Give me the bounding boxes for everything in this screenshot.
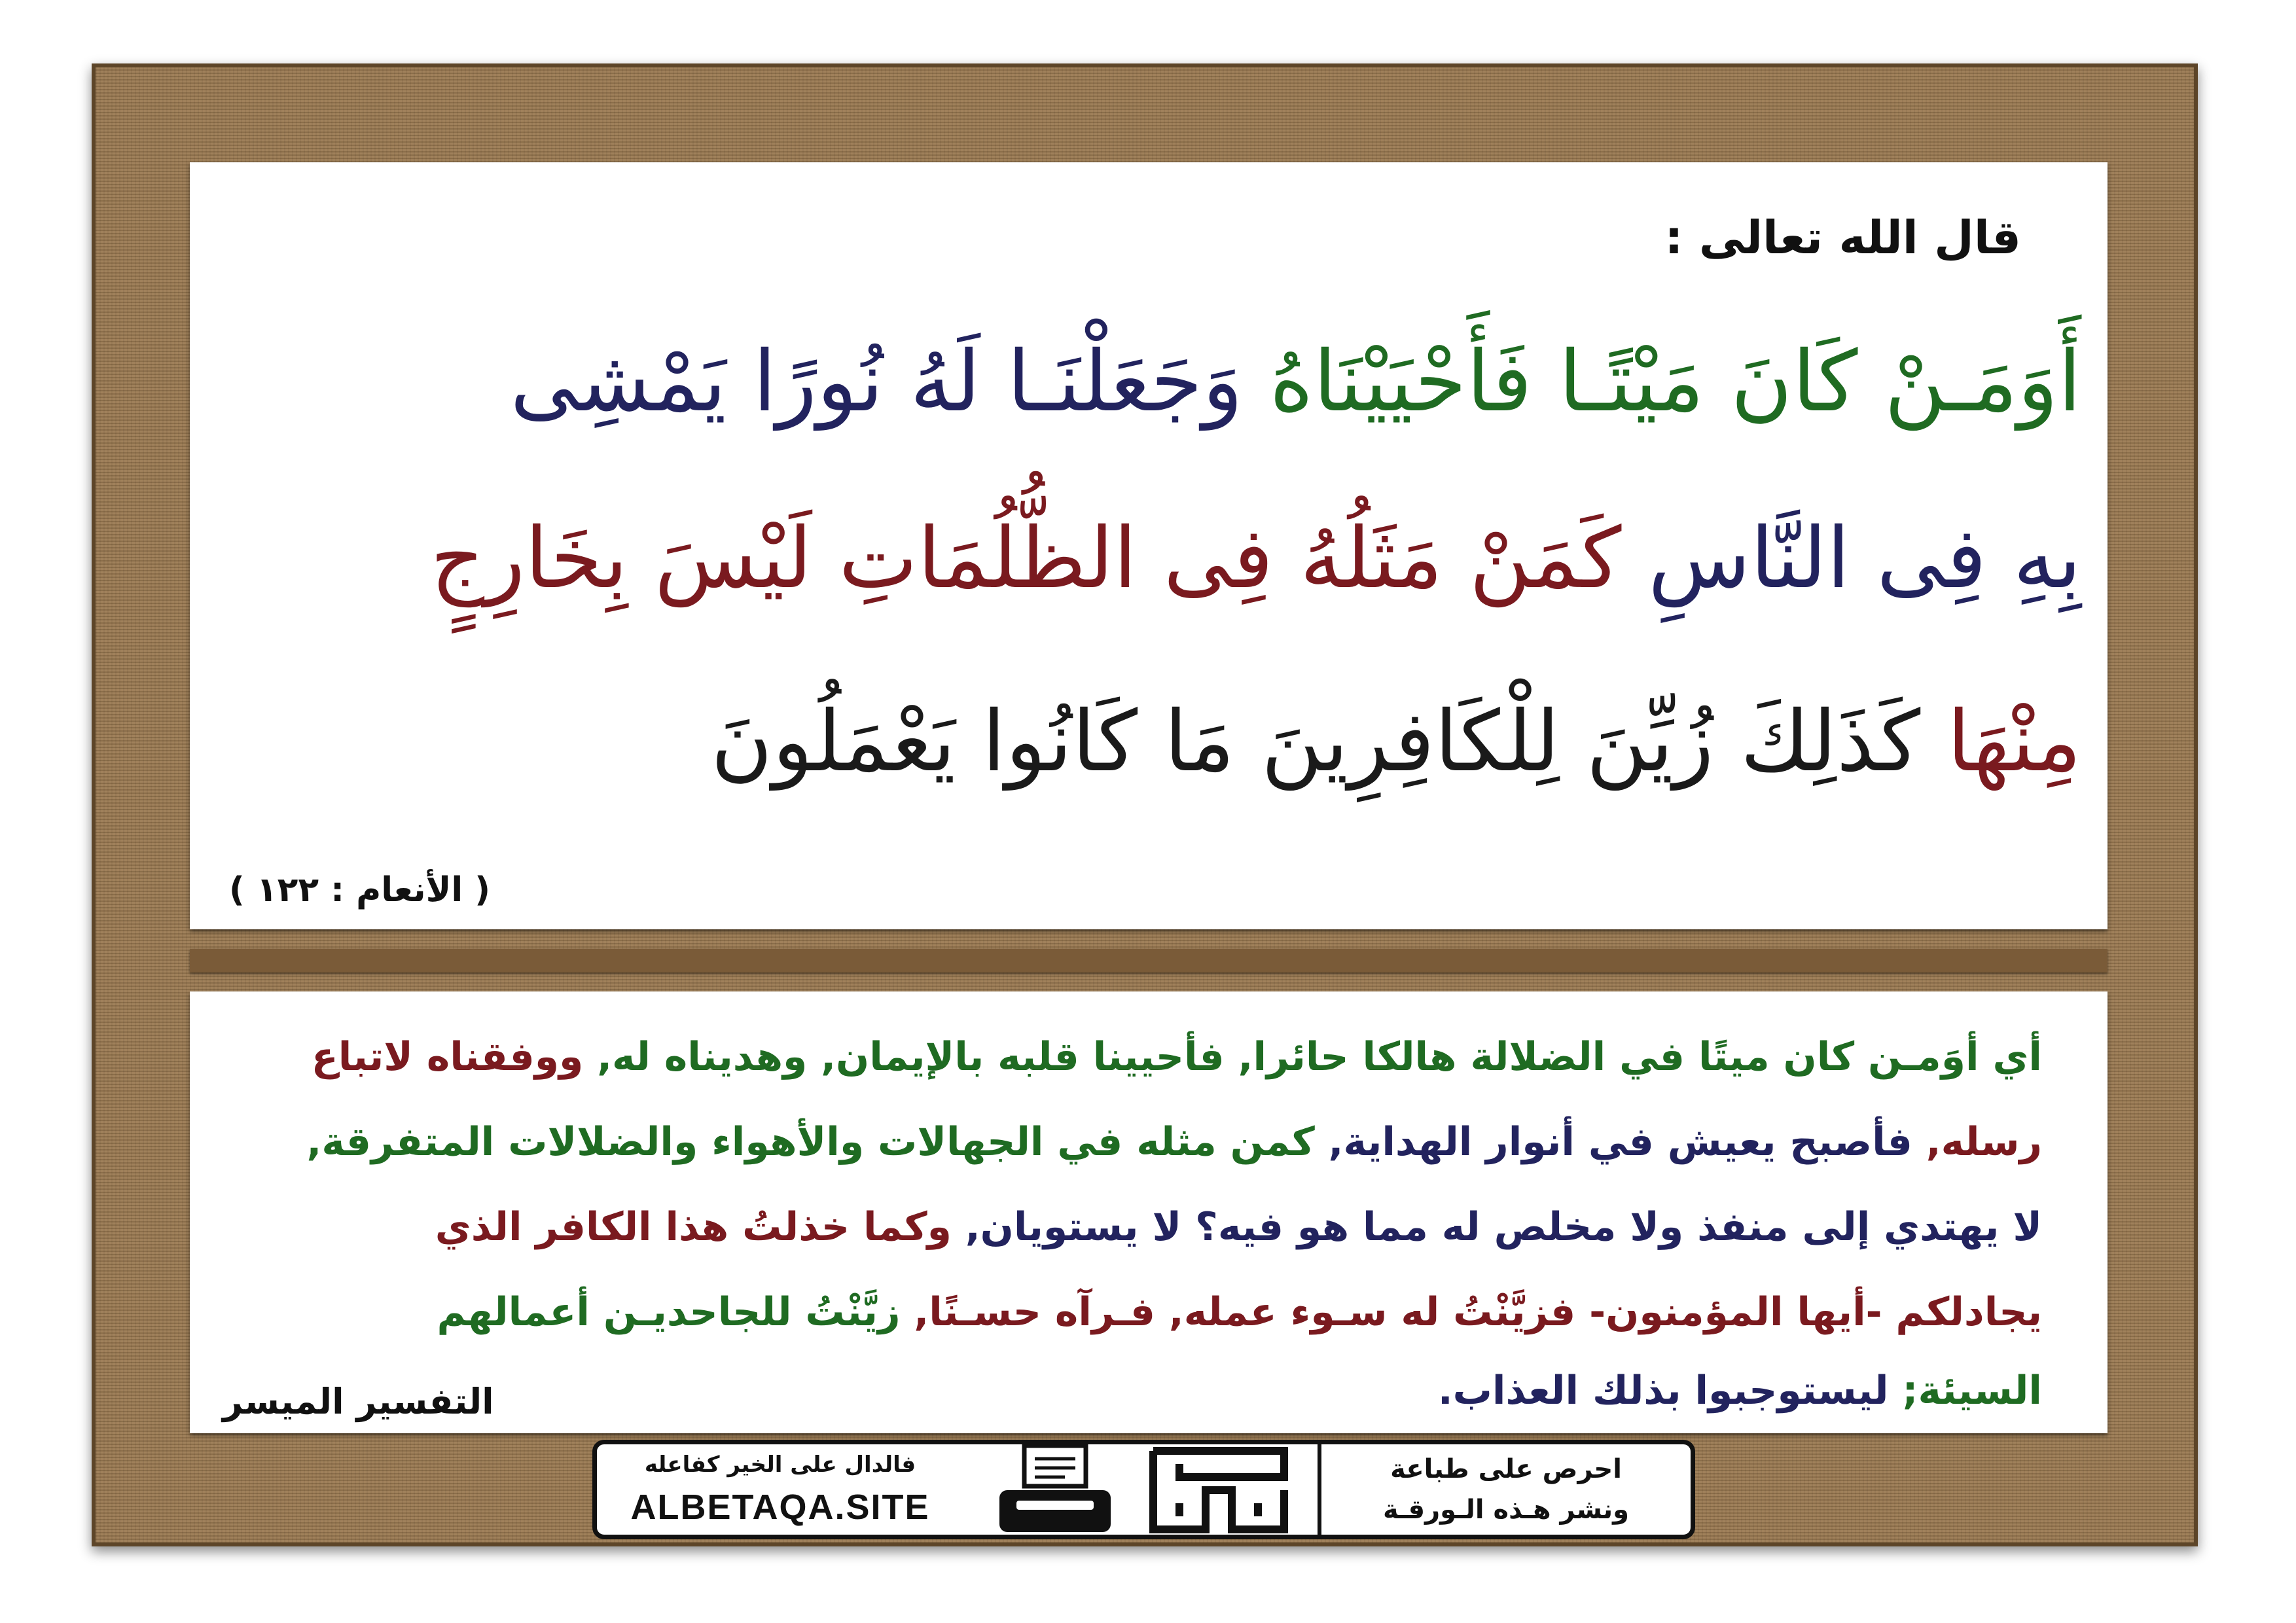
verse-line-3 bbox=[216, 693, 2081, 791]
verse-line-2 bbox=[216, 510, 2081, 607]
tafsir-line-1 bbox=[255, 1034, 2042, 1080]
tafsir-line-5 bbox=[255, 1368, 2042, 1414]
verse-segment: مِنْهَا bbox=[1946, 693, 2081, 791]
tafsir-segment: زيَّنْتُ للجاحديـن أعمالهم bbox=[437, 1289, 901, 1335]
tafsir-line-2 bbox=[255, 1119, 2042, 1165]
verse-heading: قال الله تعالى : bbox=[1664, 211, 2021, 264]
verse-segment: كَمَنْ مَثَلُهُ فِى الظُّلُمَاتِ لَيْسَ بِخَارِجٍ bbox=[430, 510, 1649, 607]
verse-line-1 bbox=[216, 333, 2081, 431]
tafsir-segment: كمن مثله في الجهالات والأهواء والضلالات المتفرقة, bbox=[306, 1119, 1315, 1165]
tafsir-segment: وكما خذلتُ هذا الكافر الذي bbox=[435, 1204, 952, 1250]
verse-segment: كَذَلِكَ زُيِّنَ لِلْكَافِرِينَ مَا كَانُوا يَعْمَلُونَ bbox=[711, 693, 1947, 791]
footer-print-block bbox=[1318, 1444, 1691, 1535]
tafsir-segment: ليستوجبوا بذلك العذاب. bbox=[1437, 1368, 1889, 1414]
tafsir-segment: فأصبح يعيش في أنوار الهداية, bbox=[1314, 1119, 1912, 1165]
tafsir-segment: رسله, bbox=[1912, 1119, 2042, 1165]
tafsir-segment: ووفقناه لاتباع bbox=[311, 1034, 584, 1080]
footer-print-line-1: احرص على طباعة bbox=[1390, 1454, 1622, 1484]
footer-print-line-2: ونشر هـذه الـورقـة bbox=[1382, 1495, 1630, 1525]
footer-banner bbox=[592, 1440, 1695, 1539]
footer-slogan: فالدال على الخير كفاعله bbox=[644, 1452, 916, 1478]
verse-segment: وَجَعَلْنَـا لَهُ نُورًا يَمْشِى bbox=[510, 333, 1270, 431]
tafsir-source: التفسير الميسر bbox=[223, 1381, 494, 1422]
tafsir-segment: أي أوَمـن كان ميتًا في الضلالة هالكا حائرا, bbox=[1224, 1034, 2042, 1080]
footer-site-block bbox=[597, 1444, 963, 1535]
surah-reference: ( الأنعام : ١٢٢ ) bbox=[229, 870, 491, 910]
printer-icon bbox=[993, 1439, 1117, 1537]
tafsir-segment: السيئة; bbox=[1888, 1368, 2042, 1414]
tafsir-segment: يجادلكم -أيها المؤمنون- فزيَّنْتُ له سـوء عمله, فـرآه حسـنًا, bbox=[900, 1289, 2042, 1335]
verse-segment: أَوَمَـنْ كَانَ مَيْتًـا فَأَحْيَيْنَاهُ bbox=[1269, 333, 2081, 431]
verse-segment: بِهِ فِى النَّاسِ bbox=[1648, 510, 2081, 607]
tafsir-line-3 bbox=[255, 1204, 2042, 1250]
site-link[interactable]: ALBETAQA.SITE bbox=[630, 1488, 930, 1527]
panel-divider bbox=[190, 949, 2108, 972]
tafsir-segment: لا يهتدي إلى منفذ ولا مخلص له مما هو فيه؟ لا يستويان, bbox=[951, 1204, 2042, 1250]
kufic-logo bbox=[1140, 1438, 1297, 1543]
tafsir-line-4 bbox=[255, 1289, 2042, 1335]
tafsir-segment: فأحيينا قلبه بالإيمان, وهديناه له, bbox=[583, 1034, 1225, 1080]
